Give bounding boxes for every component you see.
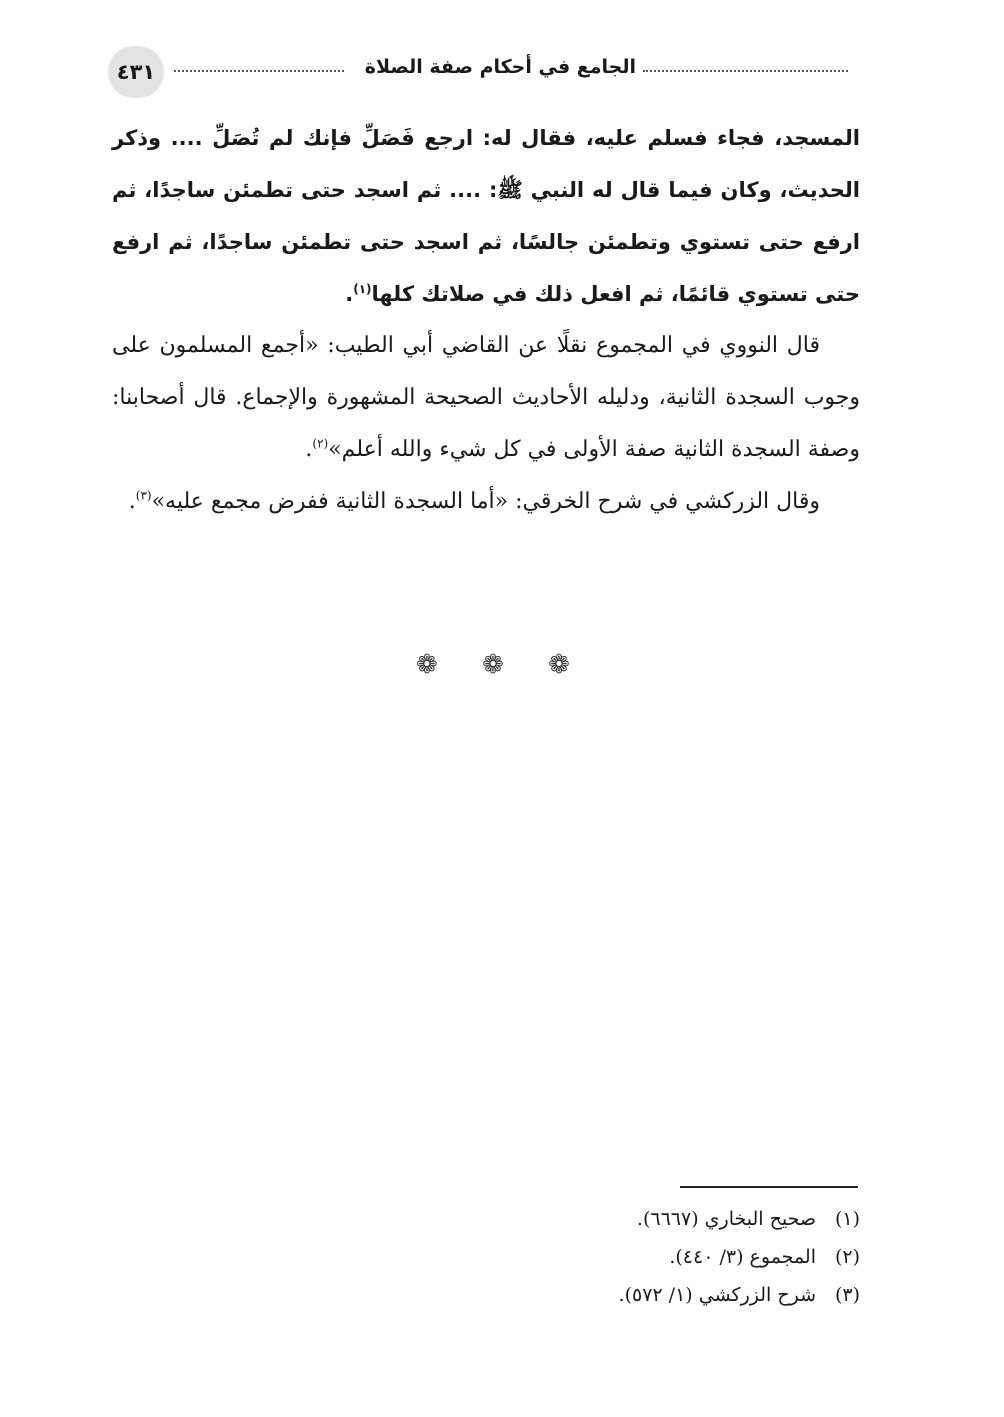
footnote-separator — [680, 1186, 858, 1188]
paragraph-nawawi — [112, 320, 860, 476]
footnote-2 — [300, 1238, 860, 1276]
footnotes — [300, 1200, 860, 1314]
footnote-ref-3: (٣) — [135, 488, 152, 503]
footnote-ref-2: (٢) — [312, 436, 329, 451]
footnote-number: (١) — [834, 1208, 860, 1230]
page-header — [108, 46, 848, 98]
paragraph-zarkashi — [112, 476, 860, 528]
footnote-text: المجموع (٣/ ٤٤٠). — [669, 1246, 816, 1268]
hadith-line-3: ارفع حتى تستوي وتطمئن جالسًا، ثم اسجد حتى تطمئن ساجدًا، ثم ارفع حتى — [112, 230, 860, 306]
page-number-badge: ٤٣١ — [108, 46, 164, 98]
footnote-number: (٣) — [834, 1284, 860, 1306]
nawawi-quote: قال النووي في المجموع نقلًا عن القاضي أبي الطيب: «أجمع المسلمون على وجوب السجدة الثانية، ودليله الأحاديث الصحيحة المشهورة والإجماع. قال أصحابنا: وصفة السجدة الثانية صفة الأولى في كل شيء والله أعلم» — [112, 333, 860, 462]
section-divider-ornament: ❁ ❁ ❁ — [416, 650, 588, 680]
footnote-text: صحيح البخاري (٦٦٦٧). — [636, 1208, 816, 1230]
header-dotted-leader-left — [174, 58, 344, 72]
hadith-line-1: المسجد، فجاء فسلم عليه، فقال له: ارجع فَصَلِّ فإنك لم تُصَلِّ .... وذكر — [112, 126, 860, 150]
zarkashi-quote: وقال الزركشي في شرح الخرقي: «أما السجدة الثانية ففرض مجمع عليه» — [151, 489, 820, 514]
header-dotted-leader-right — [643, 58, 848, 72]
end-punct-3: . — [128, 489, 136, 514]
end-punct-2: . — [305, 437, 313, 462]
main-text — [112, 112, 860, 528]
footnote-ref-1: (١) — [353, 282, 372, 296]
footnote-number: (٢) — [834, 1246, 860, 1268]
hadith-line-2: الحديث، وكان فيما قال له النبي ﷺ: .... ثم اسجد حتى تطمئن ساجدًا، ثم — [112, 178, 860, 202]
footnote-text: شرح الزركشي (١/ ٥٧٢). — [618, 1284, 816, 1306]
paragraph-hadith — [112, 112, 860, 320]
footnote-3 — [300, 1276, 860, 1314]
end-punct-1: . — [345, 282, 354, 306]
footnote-1 — [300, 1200, 860, 1238]
hadith-line-4: تستوي قائمًا، ثم افعل ذلك في صلاتك كلها — [371, 282, 808, 306]
running-title: الجامع في أحكام صفة الصلاة — [364, 56, 636, 78]
